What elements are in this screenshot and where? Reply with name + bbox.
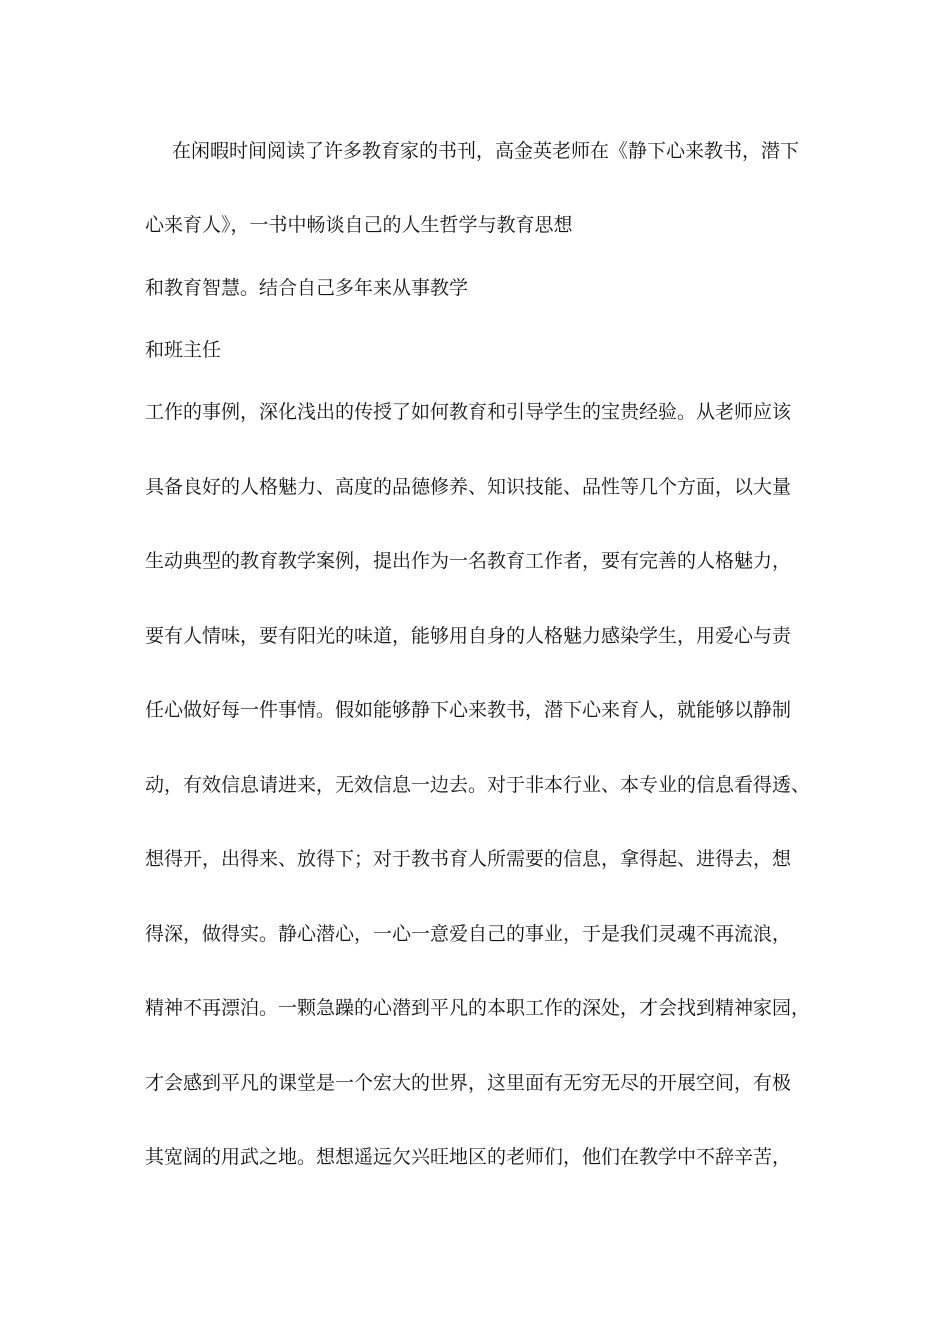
paragraph-line-3: 和教育智慧。结合自己多年来从事教学 [145, 277, 469, 299]
paragraph-line-1: 在闲暇时间阅读了许多教育家的书刊，高金英老师在《静下心来教书，潜下 [172, 140, 800, 162]
paragraph-line-7: 生动典型的教育教学案例，提出作为一名教育工作者，要有完善的人格魅力， [145, 550, 792, 572]
paragraph-line-2: 心来育人》，一书中畅谈自己的人生哲学与教育思想 [145, 214, 573, 236]
paragraph-line-13: 精神不再漂泊。一颗急躁的心潜到平凡的本职工作的深处，才会找到精神家园， [145, 997, 811, 1019]
paragraph-line-14: 才会感到平凡的课堂是一个宏大的世界，这里面有无穷无尽的开展空间，有极 [145, 1072, 792, 1094]
paragraph-line-5: 工作的事例，深化浅出的传授了如何教育和引导学生的宝贵经验。从老师应该 [145, 401, 792, 423]
paragraph-line-11: 想得开，出得来、放得下；对于教书育人所需要的信息，拿得起、进得去，想 [145, 848, 792, 870]
paragraph-line-6: 具备良好的人格魅力、高度的品德修养、知识技能、品性等几个方面，以大量 [145, 476, 792, 498]
paragraph-line-9: 任心做好每一件事情。假如能够静下心来教书，潜下心来育人，就能够以静制 [145, 699, 792, 721]
paragraph-line-15: 其宽阔的用武之地。想想遥远欠兴旺地区的老师们，他们在教学中不辞辛苦， [145, 1146, 792, 1168]
paragraph-line-10: 动，有效信息请进来，无效信息一边去。对于非本行业、本专业的信息看得透、 [145, 774, 811, 796]
paragraph-line-12: 得深，做得实。静心潜心，一心一意爱自己的事业，于是我们灵魂不再流浪， [145, 923, 792, 945]
paragraph-line-4: 和班主任 [145, 339, 222, 361]
paragraph-line-8: 要有人情味，要有阳光的味道，能够用自身的人格魅力感染学生，用爱心与责 [145, 625, 792, 647]
